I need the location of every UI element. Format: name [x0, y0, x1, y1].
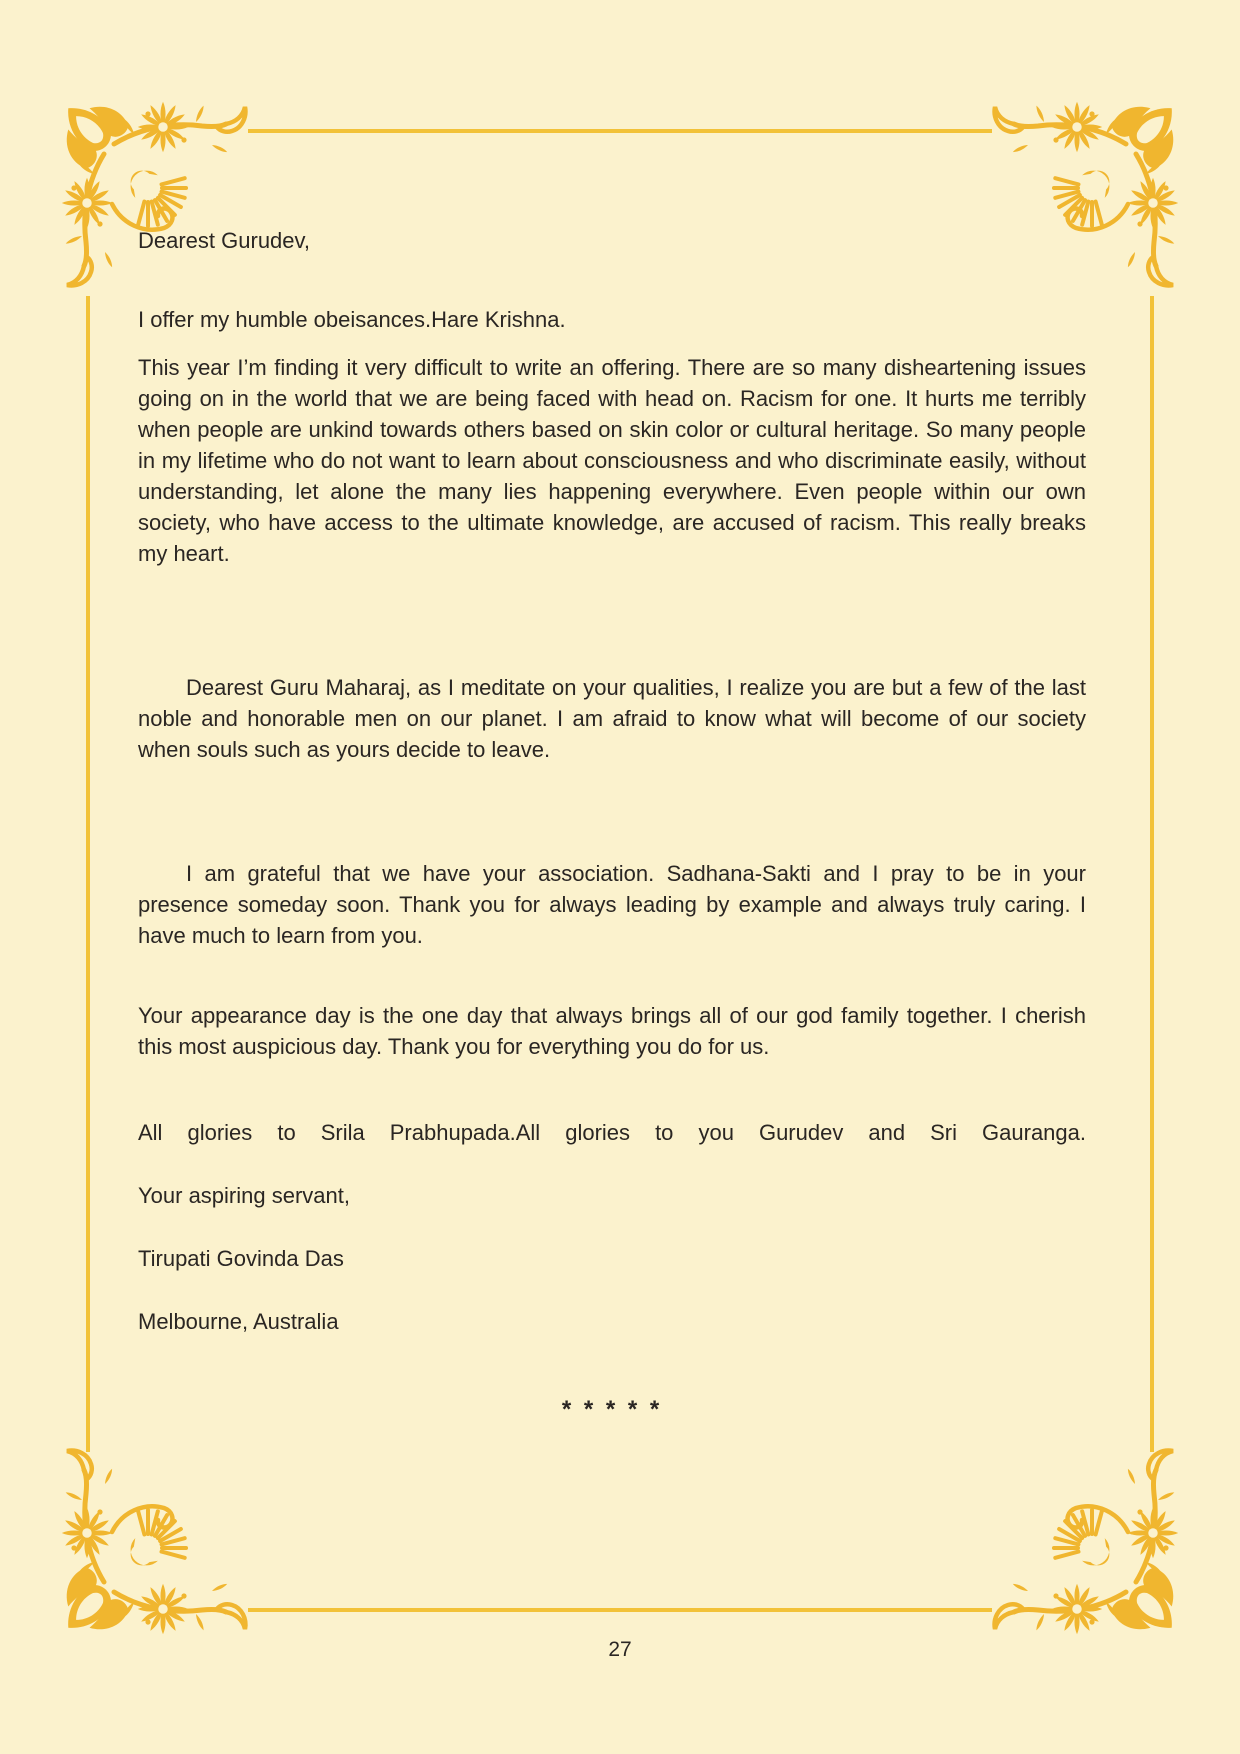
floral-ornament-icon — [60, 1436, 260, 1636]
body-paragraph-2: Dearest Guru Maharaj, as I meditate on your qualities, I realize you are but a few of the last noble and honorable men on our planet. I am afraid to know what will become of our society when souls such as yours decide to leave. — [138, 675, 1086, 762]
letter-body — [138, 225, 1086, 1425]
page-border-line-bottom — [248, 1608, 992, 1612]
page-border-line-left — [86, 296, 90, 1452]
page-border-line-right — [1150, 296, 1154, 1452]
section-separator: * * * * * — [561, 1396, 663, 1423]
page-border-line-top — [248, 129, 992, 133]
body-paragraph-1: This year I’m finding it very difficult to write an offering. There are so many disheartening issues going on in the world that we are being faced with head on. Racism for one. It hurts me terribly when people are unkind towards others based on skin color or cultural heritage. So many people in my lifetime who do not want to learn about consciousness and who discriminate easily, without understanding, let alone the many lies happening everywhere. Even people within our own society, who have access to the ultimate knowledge, are accused of racism. This really breaks my heart. — [138, 355, 1086, 566]
corner-ornament-bottom-left — [60, 1436, 260, 1636]
floral-ornament-icon — [980, 1436, 1180, 1636]
author-name: Tirupati Govinda Das — [138, 1246, 344, 1271]
salutation: Dearest Gurudev, — [138, 228, 311, 253]
signoff-line: Your aspiring servant, — [138, 1183, 350, 1208]
all-glories-line: All glories to Srila Prabhupada.All glories to you Gurudev and Sri Gauranga. — [138, 1120, 1086, 1145]
corner-ornament-bottom-right — [980, 1436, 1180, 1636]
obeisance-line: I offer my humble obeisances.Hare Krishna. — [138, 307, 566, 332]
body-paragraph-3: I am grateful that we have your association. Sadhana-Sakti and I pray to be in your presence someday soon. Thank you for always leading by example and always truly caring. I have much to learn from you. — [138, 861, 1086, 948]
body-paragraph-4: Your appearance day is the one day that always brings all of our god family together. I cherish this most auspicious day. Thank you for everything you do for us. — [138, 1003, 1086, 1059]
author-location: Melbourne, Australia — [138, 1309, 339, 1334]
page-number: 27 — [608, 1638, 632, 1661]
